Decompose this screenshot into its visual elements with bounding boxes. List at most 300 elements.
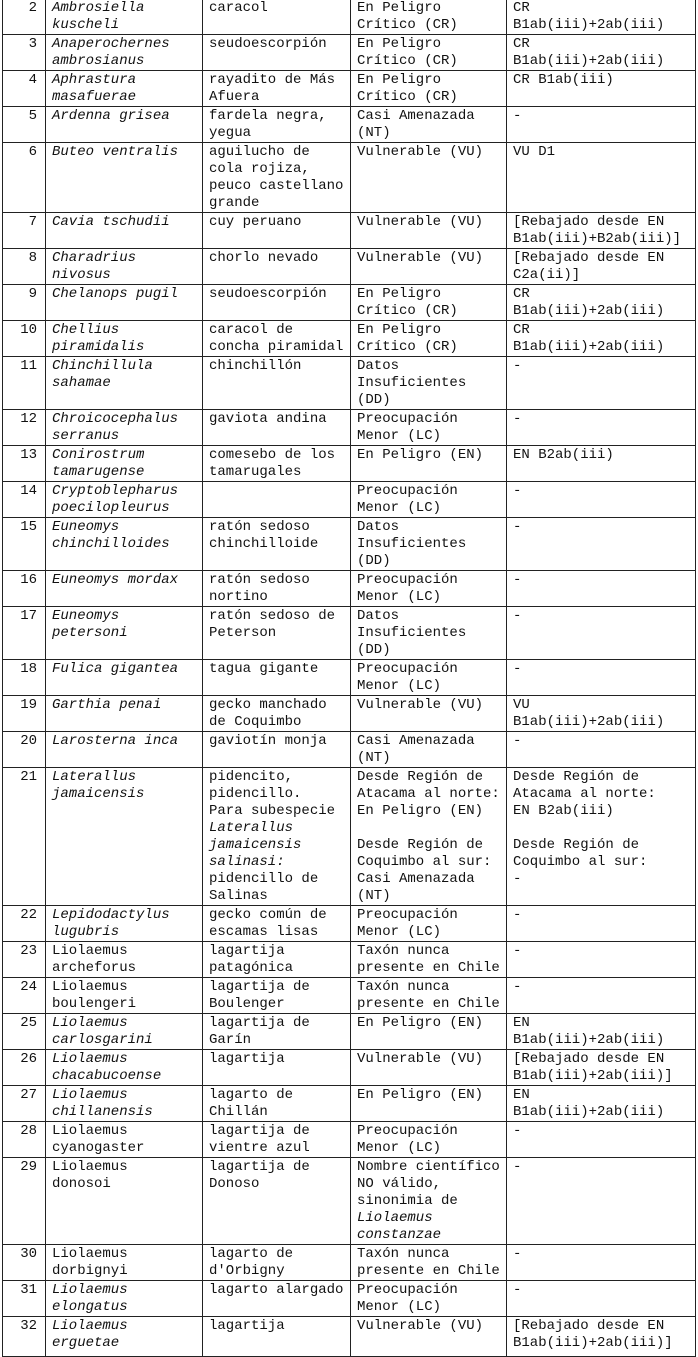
- conservation-category-line: Preocupación: [357, 483, 458, 499]
- species-name-line: archeforus: [52, 960, 137, 976]
- row-number-cell: 19: [3, 696, 46, 732]
- species-name-cell: [46, 1050, 203, 1086]
- conservation-category-line: Preocupación: [357, 661, 458, 677]
- criteria-line: VU: [513, 697, 530, 713]
- species-name-cell: [46, 607, 203, 660]
- criteria-cell: [507, 1158, 696, 1245]
- common-name-line: lagarto de: [209, 1087, 294, 1103]
- conservation-category-line: Taxón nunca: [357, 979, 450, 995]
- row-number-cell: 14: [3, 482, 46, 518]
- criteria-cell: [507, 660, 696, 696]
- common-name-line: caracol: [209, 0, 268, 16]
- species-name-line: tamarugense: [52, 464, 145, 480]
- species-name-cell: [46, 1281, 203, 1317]
- conservation-category-line: En Peligro: [357, 36, 442, 52]
- row-number-cell: 16: [3, 571, 46, 607]
- common-name-line: gecko manchado: [209, 697, 327, 713]
- common-name-cell: [203, 571, 351, 607]
- row-number-cell: 22: [3, 906, 46, 942]
- conservation-category-line: Menor (LC): [357, 428, 442, 444]
- species-name-line: Fulica gigantea: [52, 661, 179, 677]
- common-name-line: ratón sedoso: [209, 572, 310, 588]
- criteria-cell: [507, 410, 696, 446]
- criteria-line: B1ab(iii)+2ab(iii): [513, 53, 665, 69]
- criteria-cell: [507, 71, 696, 107]
- row-number-cell: 15: [3, 518, 46, 571]
- conservation-category-cell: [351, 571, 507, 607]
- criteria-line: -: [513, 661, 522, 677]
- species-name-line: ambrosianus: [52, 53, 145, 69]
- conservation-category-line: (DD): [357, 392, 391, 408]
- row-number-cell: 31: [3, 1281, 46, 1317]
- row-number-cell: 28: [3, 1122, 46, 1158]
- species-table-body: [3, 0, 696, 1357]
- conservation-category-cell: [351, 0, 507, 35]
- species-name-line: Larosterna inca: [52, 733, 179, 749]
- criteria-line: C2a(ii)]: [513, 267, 581, 283]
- species-name-cell: [46, 571, 203, 607]
- species-name-line: Chellius: [52, 322, 120, 338]
- conservation-category-cell: [351, 107, 507, 143]
- row-number-cell: 27: [3, 1086, 46, 1122]
- criteria-line: -: [513, 943, 522, 959]
- common-name-line: jamaicensis: [209, 837, 302, 853]
- table-row: [3, 446, 696, 482]
- conservation-category-line: Preocupación: [357, 411, 458, 427]
- conservation-category-line: Casi Amenazada: [357, 871, 475, 887]
- species-name-cell: [46, 732, 203, 768]
- species-name-line: Chroicocephalus: [52, 411, 179, 427]
- conservation-category-line: Insuficientes: [357, 536, 467, 552]
- criteria-cell: [507, 768, 696, 906]
- criteria-cell: [507, 1317, 696, 1357]
- criteria-line: [Rebajado desde EN: [513, 1318, 665, 1334]
- table-row: [3, 1122, 696, 1158]
- table-row: [3, 357, 696, 410]
- common-name-line: ratón sedoso: [209, 519, 310, 535]
- table-row: [3, 1050, 696, 1086]
- criteria-line: -: [513, 1246, 522, 1262]
- common-name-cell: [203, 71, 351, 107]
- common-name-cell: [203, 1245, 351, 1281]
- row-number-cell: 20: [3, 732, 46, 768]
- common-name-line: salinasi:: [209, 854, 285, 870]
- criteria-cell: [507, 978, 696, 1014]
- species-name-line: sahamae: [52, 375, 111, 391]
- species-name-cell: [46, 0, 203, 35]
- species-name-line: Liolaemus: [52, 1159, 128, 1175]
- criteria-line: B1ab(iii)+2ab(iii): [513, 1104, 665, 1120]
- species-name-cell: [46, 482, 203, 518]
- common-name-line: gaviota andina: [209, 411, 327, 427]
- conservation-category-cell: [351, 482, 507, 518]
- criteria-line: B1ab(iii)+2ab(iii): [513, 17, 665, 33]
- criteria-cell: [507, 906, 696, 942]
- common-name-cell: [203, 1317, 351, 1357]
- row-number-cell: 9: [3, 285, 46, 321]
- conservation-category-cell: [351, 732, 507, 768]
- conservation-category-line: Vulnerable (VU): [357, 697, 484, 713]
- species-name-cell: [46, 249, 203, 285]
- conservation-category-cell: [351, 35, 507, 71]
- criteria-cell: [507, 213, 696, 249]
- conservation-category-line: Menor (LC): [357, 924, 442, 940]
- common-name-line: d'Orbigny: [209, 1263, 285, 1279]
- conservation-category-line: [357, 820, 501, 837]
- conservation-category-line: En Peligro: [357, 72, 442, 88]
- row-number-cell: 32: [3, 1317, 46, 1357]
- common-name-line: lagartija: [209, 1318, 285, 1334]
- table-row: [3, 482, 696, 518]
- row-number-cell: 4: [3, 71, 46, 107]
- species-name-line: Euneomys: [52, 519, 120, 535]
- criteria-line: -: [513, 907, 522, 923]
- common-name-line: tagua gigante: [209, 661, 319, 677]
- conservation-category-line: Datos: [357, 608, 400, 624]
- common-name-line: cuy peruano: [209, 214, 302, 230]
- species-name-cell: [46, 446, 203, 482]
- common-name-line: lagartija de: [209, 1015, 310, 1031]
- criteria-line: -: [513, 411, 522, 427]
- common-name-line: chinchilloide: [209, 536, 319, 552]
- criteria-line: -: [513, 519, 522, 535]
- species-name-cell: [46, 1245, 203, 1281]
- common-name-line: grande: [209, 195, 260, 211]
- conservation-category-line: En Peligro (EN): [357, 803, 484, 819]
- conservation-category-line: Preocupación: [357, 907, 458, 923]
- species-name-line: Garthia penai: [52, 697, 162, 713]
- conservation-category-cell: [351, 143, 507, 213]
- common-name-line: cola rojiza,: [209, 161, 310, 177]
- species-name-line: erguetae: [52, 1335, 120, 1351]
- criteria-line: -: [513, 608, 522, 624]
- conservation-category-cell: [351, 357, 507, 410]
- conservation-category-line: Nombre científico: [357, 1159, 500, 1175]
- table-row: [3, 571, 696, 607]
- species-name-line: boulengeri: [52, 996, 137, 1012]
- common-name-line: yegua: [209, 125, 252, 141]
- table-row: [3, 1158, 696, 1245]
- conservation-category-line: En Peligro (EN): [357, 1015, 484, 1031]
- table-row: [3, 35, 696, 71]
- species-name-line: petersoni: [52, 625, 128, 641]
- common-name-cell: [203, 1014, 351, 1050]
- row-number-cell: 12: [3, 410, 46, 446]
- criteria-cell: [507, 0, 696, 35]
- table-row: [3, 71, 696, 107]
- row-number-cell: 7: [3, 213, 46, 249]
- criteria-line: Desde Región de: [513, 837, 640, 853]
- conservation-category-line: Vulnerable (VU): [357, 1051, 484, 1067]
- common-name-cell: [203, 143, 351, 213]
- common-name-line: Peterson: [209, 625, 277, 641]
- criteria-cell: [507, 1050, 696, 1086]
- conservation-category-line: En Peligro (EN): [357, 1087, 484, 1103]
- conservation-category-cell: [351, 942, 507, 978]
- species-name-line: dorbignyi: [52, 1263, 128, 1279]
- conservation-category-cell: [351, 607, 507, 660]
- criteria-line: B1ab(iii)+2ab(iii)]: [513, 1068, 673, 1084]
- species-name-line: chacabucoense: [52, 1068, 162, 1084]
- species-name-cell: [46, 768, 203, 906]
- criteria-line: -: [513, 979, 522, 995]
- criteria-cell: [507, 571, 696, 607]
- conservation-category-line: Datos: [357, 358, 400, 374]
- common-name-cell: [203, 107, 351, 143]
- criteria-cell: [507, 732, 696, 768]
- species-name-cell: [46, 357, 203, 410]
- common-name-line: lagartija de: [209, 1159, 310, 1175]
- criteria-cell: [507, 143, 696, 213]
- criteria-line: -: [513, 1159, 522, 1175]
- criteria-cell: [507, 1281, 696, 1317]
- table-row: [3, 213, 696, 249]
- species-name-line: chinchilloides: [52, 536, 170, 552]
- criteria-line: -: [513, 108, 522, 124]
- conservation-category-line: Crítico (CR): [357, 17, 458, 33]
- common-name-line: peuco castellano: [209, 178, 344, 194]
- species-name-line: Liolaemus: [52, 1123, 128, 1139]
- conservation-category-line: Menor (LC): [357, 500, 442, 516]
- species-name-line: masafuerae: [52, 89, 137, 105]
- conservation-category-line: presente en Chile: [357, 1263, 500, 1279]
- criteria-line: B1ab(iii)+2ab(iii)]: [513, 1335, 673, 1351]
- species-name-cell: [46, 1158, 203, 1245]
- criteria-line: B1ab(iii)+2ab(iii): [513, 1032, 665, 1048]
- species-name-cell: [46, 1014, 203, 1050]
- conservation-category-cell: [351, 696, 507, 732]
- common-name-line: chorlo nevado: [209, 250, 319, 266]
- conservation-category-line: Crítico (CR): [357, 303, 458, 319]
- criteria-cell: [507, 696, 696, 732]
- criteria-line: -: [513, 1123, 522, 1139]
- criteria-line: [Rebajado desde EN: [513, 250, 665, 266]
- species-name-line: Anaperochernes: [52, 36, 170, 52]
- species-name-line: Cryptoblepharus: [52, 483, 179, 499]
- common-name-line: lagartija de: [209, 979, 310, 995]
- row-number-cell: 23: [3, 942, 46, 978]
- conservation-category-line: Taxón nunca: [357, 1246, 450, 1262]
- criteria-cell: [507, 107, 696, 143]
- common-name-line: lagartija: [209, 943, 285, 959]
- criteria-line: CR: [513, 0, 530, 16]
- conservation-category-line: Menor (LC): [357, 1140, 442, 1156]
- conservation-category-line: Vulnerable (VU): [357, 250, 484, 266]
- species-name-line: lugubris: [52, 924, 120, 940]
- criteria-line: -: [513, 733, 522, 749]
- common-name-line: pidencillo de: [209, 871, 319, 887]
- table-row: [3, 696, 696, 732]
- species-name-line: Chelanops pugil: [52, 286, 179, 302]
- criteria-line: B1ab(iii)+2ab(iii): [513, 339, 665, 355]
- common-name-cell: [203, 1086, 351, 1122]
- row-number-cell: 25: [3, 1014, 46, 1050]
- conservation-category-line: En Peligro: [357, 322, 442, 338]
- table-row: [3, 321, 696, 357]
- conservation-category-line: Vulnerable (VU): [357, 1318, 484, 1334]
- common-name-line: ratón sedoso de: [209, 608, 336, 624]
- criteria-line: [Rebajado desde EN: [513, 214, 665, 230]
- conservation-category-line: presente en Chile: [357, 960, 500, 976]
- species-name-line: Aphrastura: [52, 72, 137, 88]
- common-name-line: seudoescorpión: [209, 36, 327, 52]
- table-row: [3, 906, 696, 942]
- species-name-cell: [46, 906, 203, 942]
- criteria-line: -: [513, 871, 522, 887]
- conservation-category-line: Crítico (CR): [357, 89, 458, 105]
- common-name-line: Laterallus: [209, 820, 294, 836]
- row-number-cell: 24: [3, 978, 46, 1014]
- species-name-cell: [46, 1122, 203, 1158]
- criteria-cell: [507, 1014, 696, 1050]
- row-number-cell: 5: [3, 107, 46, 143]
- common-name-line: pidencillo.: [209, 786, 302, 802]
- species-name-cell: [46, 410, 203, 446]
- criteria-line: EN B2ab(iii): [513, 447, 614, 463]
- common-name-line: fardela negra,: [209, 108, 327, 124]
- conservation-category-line: Desde Región de: [357, 769, 484, 785]
- species-name-line: serranus: [52, 428, 120, 444]
- species-name-line: Liolaemus: [52, 943, 128, 959]
- common-name-line: caracol de: [209, 322, 294, 338]
- species-name-line: Euneomys mordax: [52, 572, 179, 588]
- criteria-line: -: [513, 1282, 522, 1298]
- common-name-cell: [203, 321, 351, 357]
- conservation-category-line: Menor (LC): [357, 1299, 442, 1315]
- conservation-category-line: Desde Región de: [357, 837, 484, 853]
- criteria-cell: [507, 942, 696, 978]
- table-row: [3, 1317, 696, 1357]
- conservation-category-line: Datos: [357, 519, 400, 535]
- criteria-cell: [507, 35, 696, 71]
- criteria-line: Desde Región de: [513, 769, 640, 785]
- conservation-category-line: Casi Amenazada: [357, 733, 475, 749]
- common-name-cell: [203, 607, 351, 660]
- conservation-category-cell: [351, 71, 507, 107]
- table-row: [3, 607, 696, 660]
- row-number-cell: 2: [3, 0, 46, 35]
- species-name-line: Ambrosiella: [52, 0, 145, 16]
- table-row: [3, 0, 696, 35]
- criteria-cell: [507, 249, 696, 285]
- conservation-category-line: Vulnerable (VU): [357, 214, 484, 230]
- common-name-line: Salinas: [209, 888, 268, 904]
- row-number-cell: 6: [3, 143, 46, 213]
- criteria-line: CR: [513, 36, 530, 52]
- conservation-category-line: Menor (LC): [357, 589, 442, 605]
- criteria-line: -: [513, 483, 522, 499]
- common-name-line: lagarto de: [209, 1246, 294, 1262]
- conservation-category-line: Taxón nunca: [357, 943, 450, 959]
- species-name-line: chillanensis: [52, 1104, 153, 1120]
- criteria-cell: [507, 357, 696, 410]
- species-name-cell: [46, 1086, 203, 1122]
- common-name-line: pidencito,: [209, 769, 294, 785]
- conservation-category-line: Insuficientes: [357, 625, 467, 641]
- criteria-line: EN: [513, 1015, 530, 1031]
- row-number-cell: 18: [3, 660, 46, 696]
- species-name-line: Lepidodactylus: [52, 907, 170, 923]
- criteria-cell: [507, 482, 696, 518]
- conservation-category-line: (DD): [357, 553, 391, 569]
- conservation-category-cell: [351, 446, 507, 482]
- table-row: [3, 942, 696, 978]
- conservation-category-cell: [351, 1245, 507, 1281]
- conservation-category-cell: [351, 1122, 507, 1158]
- common-name-line: nortino: [209, 589, 268, 605]
- common-name-cell: [203, 660, 351, 696]
- conservation-category-cell: [351, 660, 507, 696]
- criteria-line: CR: [513, 286, 530, 302]
- table-row: [3, 249, 696, 285]
- common-name-cell: [203, 1158, 351, 1245]
- common-name-cell: [203, 1122, 351, 1158]
- common-name-line: vientre azul: [209, 1140, 310, 1156]
- criteria-line: [513, 820, 690, 837]
- table-row: [3, 285, 696, 321]
- conservation-category-cell: [351, 768, 507, 906]
- species-name-line: cyanogaster: [52, 1140, 145, 1156]
- criteria-line: -: [513, 358, 522, 374]
- common-name-line: escamas lisas: [209, 924, 319, 940]
- species-name-cell: [46, 942, 203, 978]
- row-number-cell: 11: [3, 357, 46, 410]
- table-row: [3, 978, 696, 1014]
- species-name-cell: [46, 696, 203, 732]
- conservation-category-line: En Peligro: [357, 286, 442, 302]
- criteria-cell: [507, 518, 696, 571]
- species-name-cell: [46, 71, 203, 107]
- common-name-cell: [203, 410, 351, 446]
- criteria-cell: [507, 321, 696, 357]
- conservation-category-line: Crítico (CR): [357, 53, 458, 69]
- species-name-cell: [46, 978, 203, 1014]
- criteria-cell: [507, 1086, 696, 1122]
- criteria-line: EN: [513, 1087, 530, 1103]
- table-row: [3, 732, 696, 768]
- criteria-cell: [507, 1245, 696, 1281]
- row-number-cell: 29: [3, 1158, 46, 1245]
- criteria-line: [Rebajado desde EN: [513, 1051, 665, 1067]
- species-name-line: poecilopleurus: [52, 500, 170, 516]
- row-number-cell: 10: [3, 321, 46, 357]
- criteria-line: Coquimbo al sur:: [513, 854, 648, 870]
- conservation-category-line: (DD): [357, 642, 391, 658]
- conservation-category-line: Crítico (CR): [357, 339, 458, 355]
- table-row: [3, 1281, 696, 1317]
- common-name-line: aguilucho de: [209, 144, 310, 160]
- common-name-line: tamarugales: [209, 464, 302, 480]
- row-number-cell: 3: [3, 35, 46, 71]
- conservation-category-cell: [351, 1158, 507, 1245]
- criteria-line: CR: [513, 322, 530, 338]
- species-table: [2, 0, 696, 1357]
- species-name-cell: [46, 285, 203, 321]
- species-name-line: Liolaemus: [52, 1246, 128, 1262]
- species-name-line: kuscheli: [52, 17, 120, 33]
- row-number-cell: 21: [3, 768, 46, 906]
- criteria-cell: [507, 446, 696, 482]
- row-number-cell: 8: [3, 249, 46, 285]
- species-name-line: Laterallus: [52, 769, 137, 785]
- common-name-line: gecko común de: [209, 907, 327, 923]
- criteria-cell: [507, 607, 696, 660]
- species-name-cell: [46, 660, 203, 696]
- common-name-cell: [203, 1281, 351, 1317]
- conservation-category-cell: [351, 1317, 507, 1357]
- conservation-category-cell: [351, 213, 507, 249]
- criteria-line: EN B2ab(iii): [513, 803, 614, 819]
